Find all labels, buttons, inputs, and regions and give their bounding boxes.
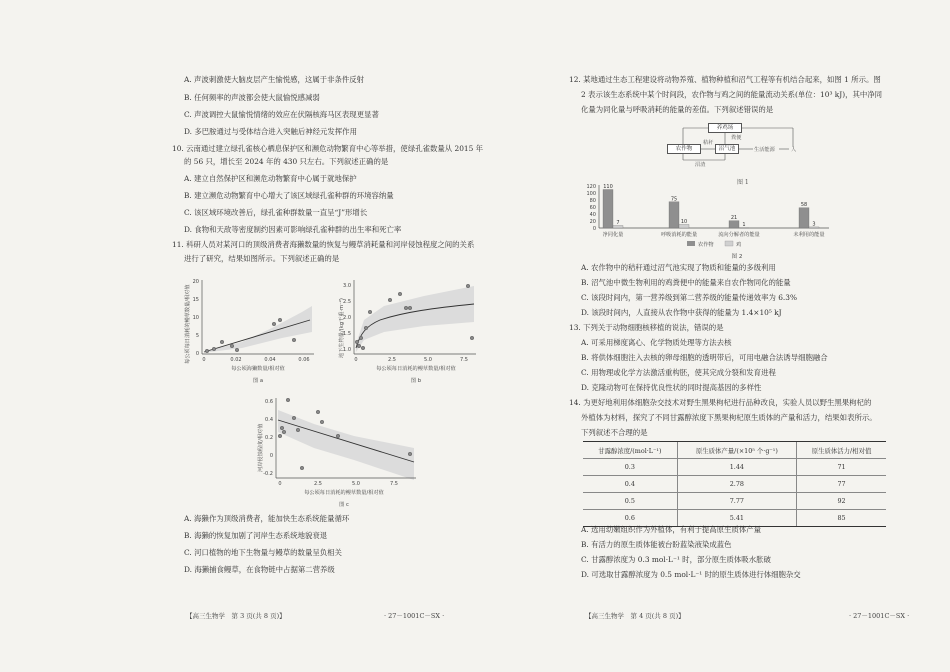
figure-b-ytick: 2.0 [343,315,351,321]
figure-b-point [355,340,359,344]
q12-stem-line3: 化量为同化量与呼吸消耗的能量的差值。下列叙述错误的是 [581,105,774,114]
fig2-value-label-chicken: 1 [742,222,746,229]
figure-b-point [466,284,470,288]
figure-c-point [280,426,284,430]
figure-a-xtick: 0.02 [230,357,242,363]
footer-code-left: · 27－1001C－SX · [384,612,445,620]
person-label: 人 [791,147,797,153]
footer-page-3: 【高三生物学 第 3 页(共 8 页)】 [186,612,286,620]
figure-b-xtick: 0 [354,357,358,363]
figure-a-plot [182,272,332,384]
q11-option-c: C. 河口植物的地下生物量与鳗草的数量呈负相关 [184,548,342,557]
table-cell: 0.4 [583,476,677,493]
fig2-category-label: 流向分解者的能量 [718,232,760,238]
figure-b-point [388,298,392,302]
figure-a-point [230,344,234,348]
q14-option-a: A. 选用幼嫩组织作为外植体，有利于提高原生质体产量 [581,525,762,534]
fig2-caption: 图 2 [731,254,743,260]
fig2-bar-chicken [679,225,689,229]
fig2-category-label: 净同化量 [602,232,624,238]
figure-a-xtick: 0.06 [298,357,310,363]
figure-c-ytick: 0.4 [265,417,273,423]
figure-a-point [292,338,296,342]
table-cell: 71 [797,459,886,476]
figure-c-ytick: -0.2 [263,471,273,477]
q11-stem-line2: 进行了研究，结果如图所示。下列叙述正确的是 [184,254,340,263]
figure-b-xtick: 5.0 [424,357,432,363]
figure-a-ytick: 15 [192,297,199,303]
figure-a-ylabel: 每公顷每日消耗的鳗草数量/相对值 [185,284,191,364]
table-cell: 85 [797,510,886,527]
biogas-pool-box: 沼气池 [715,144,739,154]
figure-b-ytick: 3.0 [343,283,351,289]
q9-option-a: A. 声波刺激使大脑皮层产生愉悦感，这属于非条件反射 [184,75,365,84]
figure-a-ytick: 20 [192,279,199,285]
figure-b-point [398,292,402,296]
figure-a-xlabel: 每公顷海獭数量/相对值 [231,366,285,372]
q10-option-a: A. 建立自然保护区和濒危动物繁育中心属于就地保护 [184,174,357,183]
table-header-row [583,442,886,459]
figure-c-point [316,410,320,414]
figure-c-point [300,466,304,470]
footer-code-right: · 27－1001C－SX · [849,612,910,620]
fig2-legend-crop-swatch [687,241,695,246]
figure-c-point [278,434,282,438]
figure-b-point [361,346,365,350]
residue-label: 沼渣 [695,162,706,168]
q14-option-c: C. 甘露醇浓度为 0.3 mol·L⁻¹ 时，部分原生质体吸水胀破 [581,555,771,564]
figure-c-point [408,452,412,456]
figure-b-ytick: 1.5 [343,331,351,337]
figure-a-ytick: 10 [192,315,199,321]
figure-b-point [408,306,412,310]
figure-c-point [320,420,324,424]
fig2-category-label: 未利用的能量 [793,232,825,238]
fuel-label: 生活能源 [754,147,775,153]
figure-c-point [336,434,340,438]
figure-2-bar-chart [579,183,839,263]
table-cell: 0.5 [583,493,677,510]
table-cell: 1.44 [677,459,796,476]
q12-stem-line2: 2 表示该生态系统中某个时间段，农作物与鸡之间的能量流动关系(单位：10³ kJ)，其中净同 [581,90,883,99]
figure-b-point [368,310,372,314]
figure-c-caption: 图 c [339,502,349,508]
q14-stem-line2: 外植体为材料，探究了不同甘露醇浓度下黑果枸杞原生质体的产量和活力，结果如表所示。 [581,413,877,422]
q10-option-c: C. 该区域环境改善后，绿孔雀种群数量一直呈“J”形增长 [184,208,368,217]
fig2-category-label: 呼吸消耗的能量 [660,232,698,238]
q14-stem-line3: 下列叙述不合理的是 [581,428,648,437]
fig2-ytick: 40 [589,212,596,218]
crop-box: 农作物 [667,144,701,154]
figure-b-ytick: 1.0 [343,347,351,353]
fig2-value-label-crop: 21 [730,215,738,222]
figure-b-caption: 图 b [410,378,422,384]
figure-a-xtick: 0.04 [264,357,276,363]
figure-a-caption: 图 a [252,378,264,384]
q12-option-b: B. 沼气池中微生物利用的鸡粪便中的能量来自农作物同化的能量 [581,278,791,287]
fig2-ytick: 60 [589,205,596,211]
fig2-bar-crop [729,221,739,228]
q13-option-a: A. 可采用梯度离心、化学物质处理等方法去核 [581,338,732,347]
figure-b-point [359,336,363,340]
figure-c-ytick: 0.6 [265,399,273,405]
table-cell: 2.78 [677,476,796,493]
table-cell: 5.41 [677,510,796,527]
table-header-cell: 甘露醇浓度/(mol·L⁻¹) [583,442,677,459]
figure-a-point [272,322,276,326]
table-cell: 77 [797,476,886,493]
fig2-ytick: 100 [586,191,596,197]
manure-label: 粪便 [731,135,742,141]
table-row [583,510,886,527]
figure-b-point [364,326,368,330]
q13-stem: 13. 下列关于动物细胞核移植的说法，错误的是 [569,323,724,332]
q13-option-d: D. 克隆动物可在保持优良性状的同时提高基因的多样性 [581,383,762,392]
figure-c-xtick: 5.0 [352,481,360,487]
fig2-ytick: 0 [592,226,596,232]
figure-b-point [357,344,361,348]
figure-b-ylabel: 地下生物量/(kg干重·m⁻²) [339,298,345,358]
q9-option-b: B. 任何频率的声波都会使大鼠愉悦感减弱 [184,93,320,102]
table-row [583,476,886,493]
fig2-legend-chicken-label: 鸡 [736,242,742,248]
table-cell: 7.77 [677,493,796,510]
fig2-legend-chicken-swatch [725,241,733,246]
q12-option-c: C. 该段时间内，第一营养级到第二营养级的能量传递效率为 6.3% [581,293,797,302]
q9-option-c: C. 声波调控大鼠愉悦情绪的效应在伏隔核海马区表现更显著 [184,110,379,119]
figure-a-ytick: 5 [195,333,199,339]
straw-label: 秸秆 [703,140,714,146]
fig2-ytick: 80 [589,198,596,204]
q11-stem-line1: 11. 科研人员对某河口的顶级消费者海獭数量的恢复与鳗草消耗量和河岸侵蚀程度之间的关系 [172,240,475,249]
fig2-value-label-chicken: 10 [680,219,688,225]
figure-c-point [282,430,286,434]
figure-b-xtick: 2.5 [388,357,396,363]
q11-option-b: B. 海獭的恢复加剧了河岸生态系统地貌衰退 [184,531,328,540]
figure-a-fit-line [204,320,310,352]
fig2-ytick: 120 [586,184,596,190]
q10-stem-line2: 的 56 只，增长至 2024 年的 430 只左右。下列叙述正确的是 [184,157,389,166]
figure-1-caption: 图 1 [737,179,749,186]
fig2-value-label-chicken: 7 [616,220,620,227]
figure-a-point [205,349,209,353]
figure-a-confidence-band [204,306,312,352]
figure-b-point [470,336,474,340]
page-4 [475,0,950,672]
table-header-cell: 原生质体产量/(×10⁵ 个·g⁻¹) [677,442,796,459]
figure-c-plot [254,392,424,510]
table-row [583,493,886,510]
fig2-value-label-crop: 75 [670,196,678,203]
figure-c-point [286,398,290,402]
figure-c-xtick: 7.5 [390,481,398,487]
figure-c-xtick: 0 [278,481,282,487]
figure-c-confidence-band [278,410,414,480]
figure-a-ytick: 0 [195,351,199,357]
q12-stem-line1: 12. 某地通过生态工程建设将动物养殖、植物种植和沼气工程等有机结合起来，如图 1 所示。图 [569,75,881,84]
figure-a-point [212,347,216,351]
figure-c-ylabel: 河岸侵蚀程度/相对值 [258,423,264,472]
figure-c-point [292,416,296,420]
protoplast-table [583,441,886,527]
figure-c-xtick: 2.5 [314,481,322,487]
fig2-value-label-crop: 58 [800,202,808,209]
figure-b-ytick: 2.5 [343,299,351,305]
figure-c-xlabel: 每公顷每日消耗的鳗草数量/相对值 [304,490,384,496]
q14-option-b: B. 有活力的原生质体能被台盼蓝染液染成蓝色 [581,540,732,549]
fig2-ytick: 20 [589,219,596,225]
figure-a-point [235,348,239,352]
fig2-legend-crop-label: 农作物 [698,242,714,248]
q10-option-d: D. 食物和天敌等密度制约因素可影响绿孔雀种群的出生率和死亡率 [184,225,402,234]
fig2-bar-crop [603,190,613,229]
q11-option-d: D. 海獭捕食鳗草，在食物链中占据第二营养级 [184,565,335,574]
footer-page-4: 【高三生物学 第 4 页(共 8 页)】 [585,612,685,620]
figure-b-xtick: 7.5 [460,357,468,363]
table-cell: 92 [797,493,886,510]
q10-stem-line1: 10. 云南通过建立绿孔雀核心栖息保护区和濒危动物繁育中心等举措，使绿孔雀数量从 2015 年 [172,144,484,153]
table-header-cell: 原生质体活力/相对值 [797,442,886,459]
table-cell: 0.6 [583,510,677,527]
figure-b-point [404,306,408,310]
figure-b-plot [334,272,494,384]
fig2-value-label-chicken: 3 [812,221,816,228]
figure-1-diagram [665,122,815,172]
q12-option-a: A. 农作物中的秸秆通过沼气池实现了物质和能量的多级利用 [581,263,776,272]
q14-stem-line1: 14. 为更好地利用体细胞杂交技术对野生黑果枸杞进行品种改良，实验人员以野生黑果枸杞的 [569,398,872,407]
figure-b-confidence-band [356,286,474,352]
fig2-value-label-crop: 110 [603,184,613,190]
figure-a-xtick: 0 [202,357,206,363]
q11-option-a: A. 海獭作为顶级消费者，能加快生态系统能量循环 [184,514,350,523]
table-cell: 0.3 [583,459,677,476]
figure-c-point [296,428,300,432]
figure-a-point [278,318,282,322]
figure-c-ytick: 0.2 [265,435,273,441]
q13-option-c: C. 用物理或化学方法激活重构胚，使其完成分裂和发育进程 [581,368,776,377]
fig2-bar-crop [799,208,809,228]
fig2-bar-crop [669,202,679,228]
chicken-farm-box: 养鸡场 [708,123,742,133]
q9-option-d: D. 多巴胺通过与受体结合进入突触后神经元发挥作用 [184,127,357,136]
q14-option-d: D. 可选取甘露醇浓度为 0.5 mol·L⁻¹ 时的原生质体进行体细胞杂交 [581,570,801,579]
q13-option-b: B. 将供体细胞注入去核的卵母细胞的透明带后，可用电融合法诱导细胞融合 [581,353,828,362]
figure-a-point [220,340,224,344]
table-row [583,459,886,476]
figure-b-xlabel: 每公顷每日消耗的鳗草数量/相对值 [376,366,456,372]
q10-option-b: B. 建立濒危动物繁育中心增大了该区域绿孔雀种群的环境容纳量 [184,191,394,200]
figure-c-ytick: 0 [269,453,273,459]
q12-option-d: D. 该段时间内，人直接从农作物中获得的能量为 1.4×10⁵ kJ [581,308,782,317]
